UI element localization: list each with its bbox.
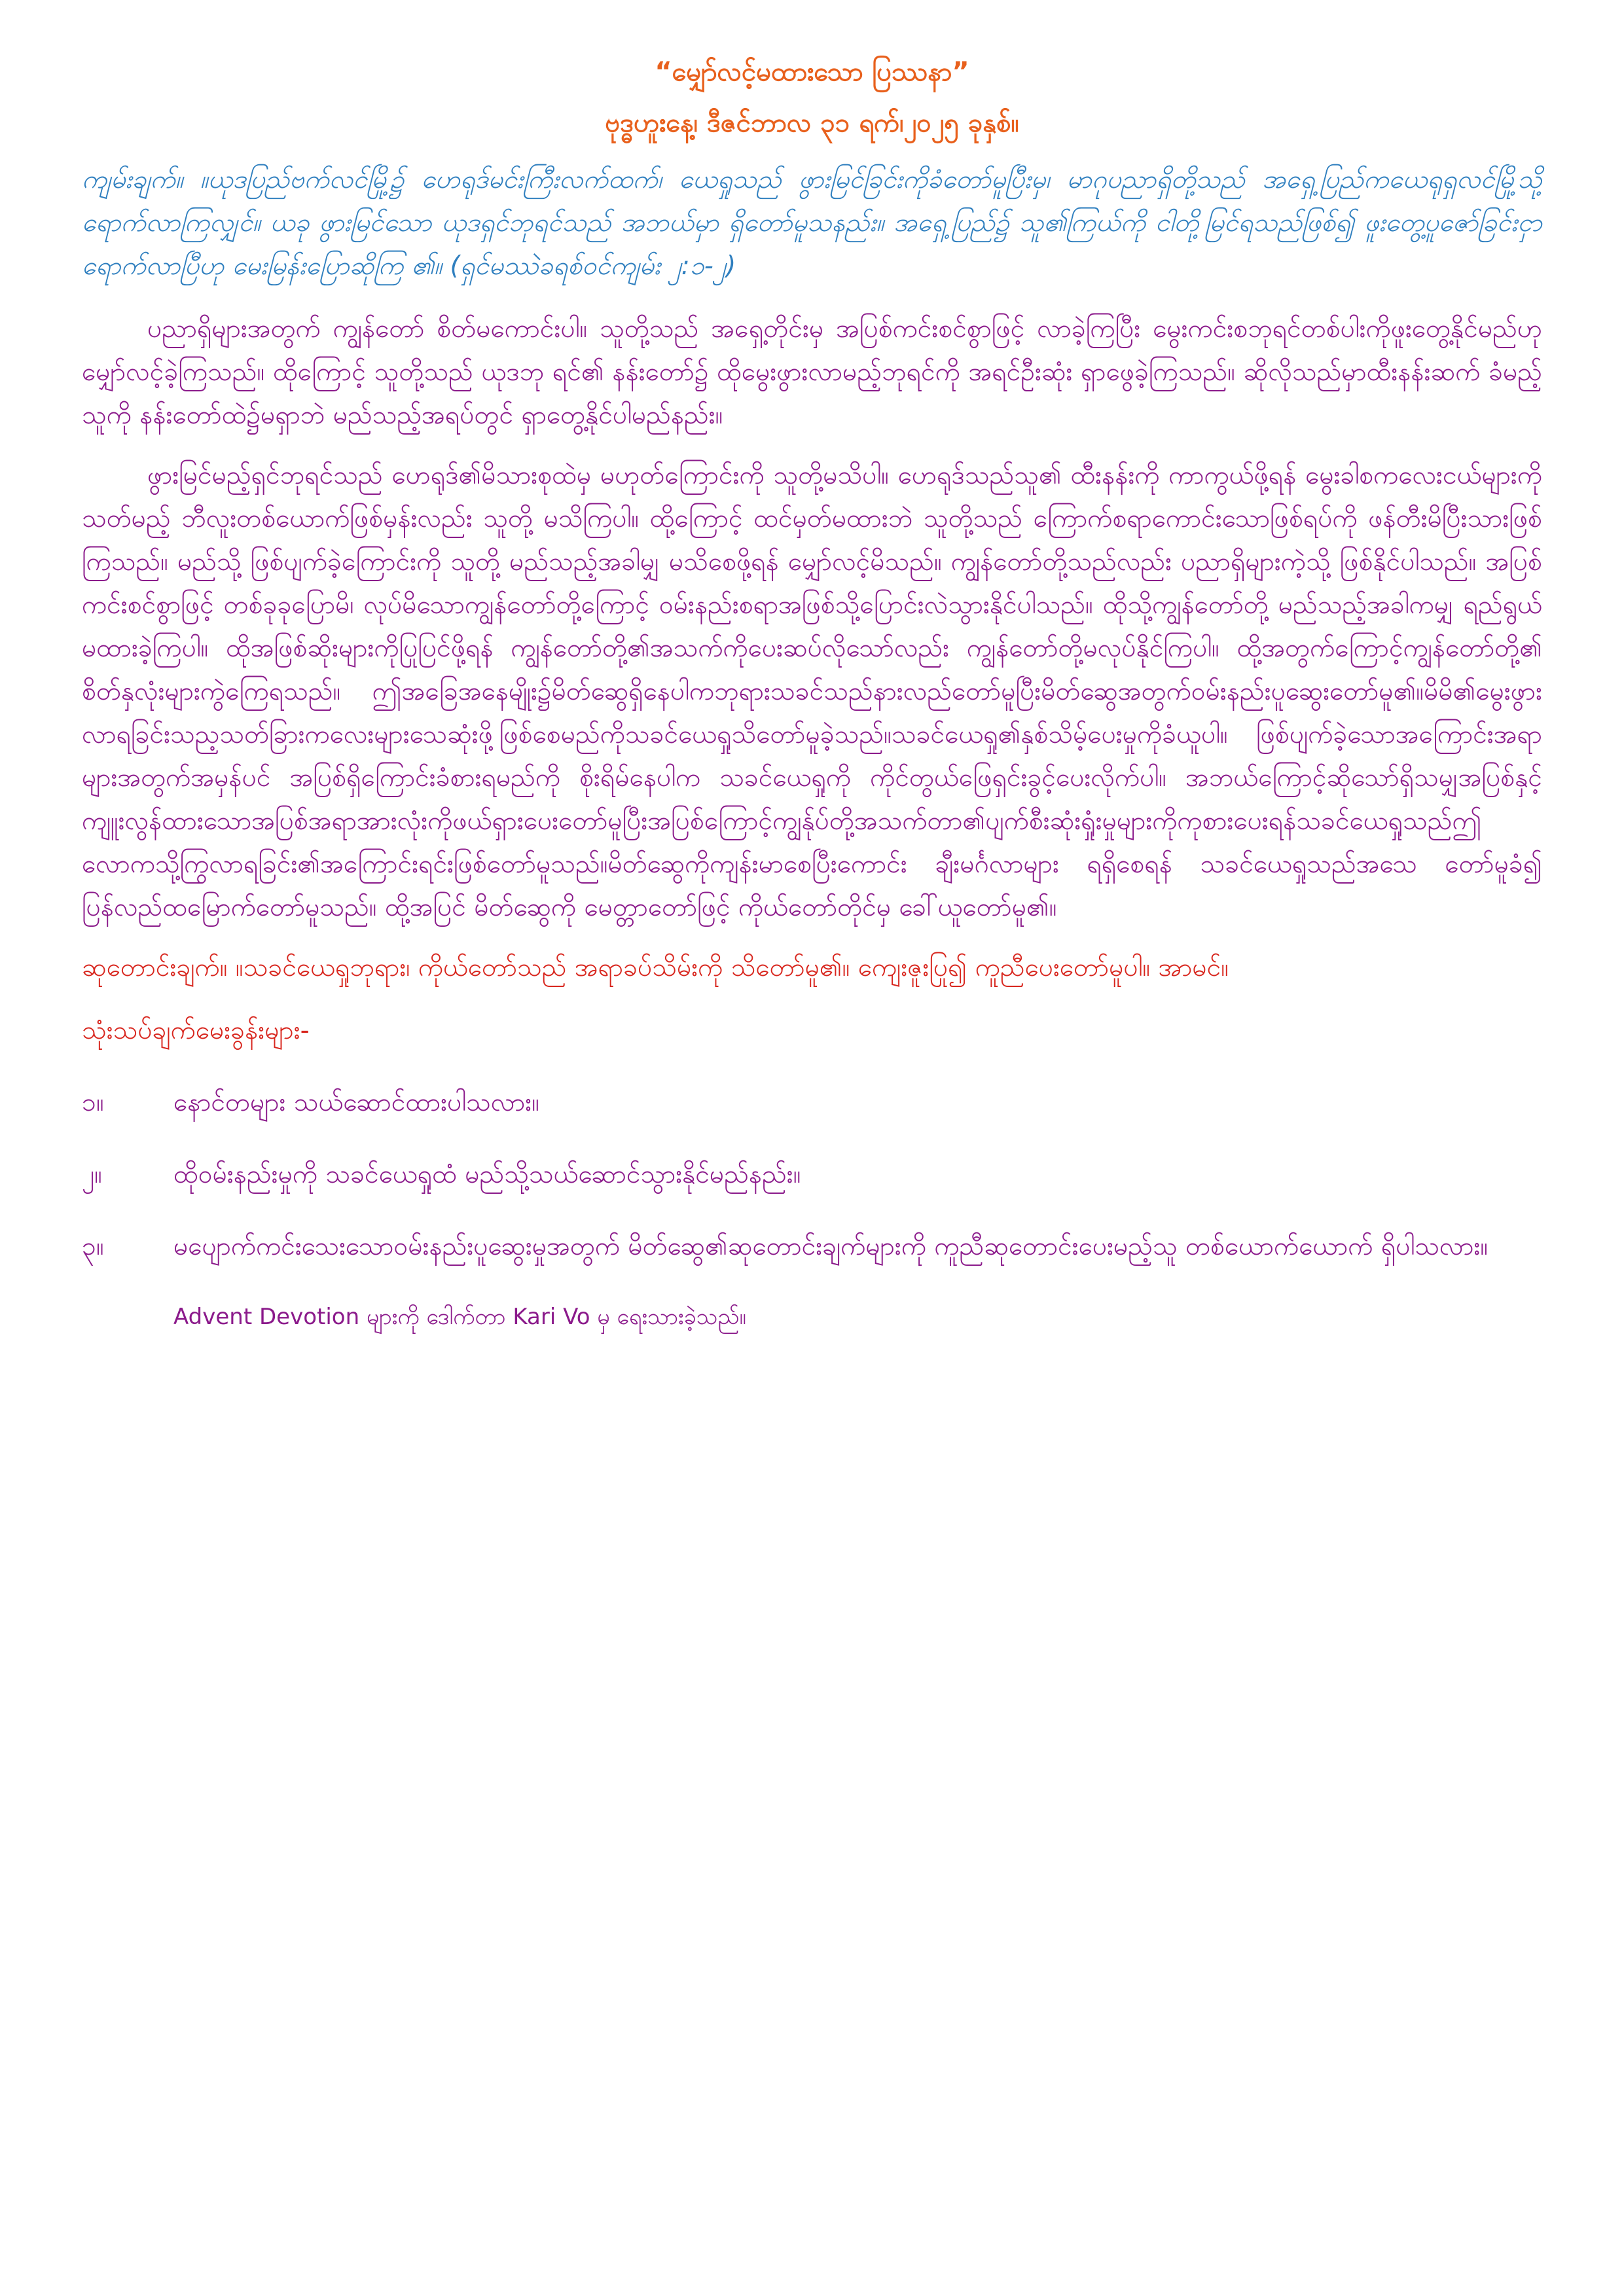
question-text: နောင်တများ သယ်ဆောင်ထားပါသလား။	[173, 1088, 540, 1117]
question-item	[82, 1153, 1542, 1196]
prayer-text: ဆုတောင်းချက်။ ။သခင်ယေရှုဘုရား၊ ကိုယ်တော်သည် အရာခပ်သိမ်းကို သိတော်မူ၏။ ကျေးဇူးပြု၍ ကူညီပေးတော်မူပါ။ အာမင်။	[82, 953, 1229, 982]
question-number: ၃။	[82, 1232, 104, 1261]
page-title: “မျှော်လင့်မထားသော ပြဿနာ”	[655, 57, 969, 87]
questions-heading: သုံးသပ်ချက်မေးခွန်းများ-	[82, 1016, 310, 1045]
question-item	[82, 1081, 1542, 1124]
body-paragraph: ပညာရှိများအတွက် ကျွန်တော် စိတ်မကောင်းပါ။ သူတို့သည် အရှေ့တိုင်းမှ အပြစ်ကင်းစင်စွာဖြင့် လာခဲ့ကြပြီး မွေးကင်းစဘုရင်တစ်ပါးကိုဖူးတွေ့နိုင်မည်ဟု မျှော်လင့်ခဲ့ကြသည်။ ထိုကြောင့် သူတို့သည် ယုဒဘု ရင်၏ နန်းတော်၌ ထိုမွေးဖွားလာမည့်ဘုရင်ကို အရင်ဦးဆုံး ရှာဖွေခဲ့ကြသည်။ ဆိုလိုသည်မှာထီးနန်းဆက် ခံမည့်သူကို နန်းတော်ထဲ၌မရှာဘဲ မည်သည့်အရပ်တွင် ရှာတွေ့နိုင်ပါမည်နည်း။	[82, 314, 1542, 430]
question-text: ထိုဝမ်းနည်းမှုကို သခင်ယေရှုထံ မည်သို့သယ်ဆောင်သွားနိုင်မည်နည်း။	[173, 1160, 801, 1189]
author-credit: Advent Devotion များကို ဒေါက်တာ Kari Vo မှ ရေးသားခဲ့သည်။	[173, 1304, 746, 1330]
question-number: ၁။	[82, 1088, 104, 1117]
devotion-page	[82, 52, 1542, 1336]
question-item	[82, 1225, 1542, 1268]
question-text: မပျောက်ကင်းသေးသောဝမ်းနည်းပူဆွေးမှုအတွက် မိတ်ဆွေ၏ဆုတောင်းချက်များကို ကူညီဆုတောင်းပေးမည့်သူ တစ်ယောက်ယောက် ရှိပါသလား။	[173, 1232, 1489, 1261]
body-paragraph: ဖွားမြင်မည့်ရှင်ဘုရင်သည် ဟေရုဒ်၏မိသားစုထဲမှ မဟုတ်ကြောင်းကို သူတို့မသိပါ။ ဟေရုဒ်သည်သူ၏ ထီးနန်းကို ကာကွယ်ဖို့ရန် မွေးခါစကလေးငယ်များကို သတ်မည့် ဘီလူးတစ်ယောက်ဖြစ်မှန်းလည်း သူတို့ မသိကြပါ။ ထို့ကြောင့် ထင်မှတ်မထားဘဲ သူတို့သည် ကြောက်စရာကောင်းသောဖြစ်ရပ်ကို ဖန်တီးမိပြီးသားဖြစ်ကြသည်။ မည်သို့ ဖြစ်ပျက်ခဲ့ကြောင်းကို သူတို့ မည်သည့်အခါမျှ မသိစေဖို့ရန် မျှော်လင့်မိသည်။ ကျွန်တော်တို့သည်လည်း ပညာရှိများကဲ့သို့ ဖြစ်နိုင်ပါသည်။ အပြစ်ကင်းစင်စွာဖြင့် တစ်ခုခုပြောမိ၊ လုပ်မိသောကျွန်တော်တို့ကြောင့် ဝမ်းနည်းစရာအဖြစ်သို့ပြောင်းလဲသွားနိုင်ပါသည်။ ထိုသို့ကျွန်တော်တို့ မည်သည့်အခါကမျှ ရည်ရွယ်မထားခဲ့ကြပါ။ ထိုအဖြစ်ဆိုးများကိုပြုပြင်ဖို့ရန် ကျွန်တော်တို့၏အသက်ကိုပေးဆပ်လိုသော်လည်း ကျွန်တော်တို့မလုပ်နိုင်ကြပါ။ ထို့အတွက်ကြောင့်ကျွန်တော်တို့၏ စိတ်နှလုံးများကွဲကြေရသည်။ ဤအခြေအနေမျိုး၌မိတ်ဆွေရှိနေပါကဘုရားသခင်သည်နားလည်တော်မူပြီးမိတ်ဆွေအတွက်ဝမ်းနည်းပူဆွေးတော်မူ၏။မိမိ၏မွေးဖွားလာရခြင်းသည့သတ်ခြားကလေးများသေဆုံးဖို့ဖြစ်စေမည်ကိုသခင်ယေရှုသိတော်မူခဲ့သည်။သခင်ယေရှု၏နှစ်သိမ့်ပေးမှုကိုခံယူပါ။ ဖြစ်ပျက်ခဲ့သောအကြောင်းအရာများအတွက်အမှန်ပင် အပြစ်ရှိကြောင်းခံစားရမည်ကို စိုးရိမ်နေပါက သခင်ယေရှုကို ကိုင်တွယ်ဖြေရှင်းခွင့်ပေးလိုက်ပါ။ အဘယ်ကြောင့်ဆိုသော်ရှိသမျှအပြစ်နှင့်ကျူးလွန်ထားသောအပြစ်အရာအားလုံးကိုဖယ်ရှားပေးတော်မူပြီးအပြစ်ကြောင့်ကျွန်ုပ်တို့အသက်တာ၏ပျက်စီးဆုံးရှုံးမှုများကိုကုစားပေးရန်သခင်ယေရှုသည်ဤလောကသို့ကြွလာရခြင်း၏အကြောင်းရင်းဖြစ်တော်မူသည်။မိတ်ဆွေကိုကျန်းမာစေပြီးကောင်း ချီးမင်္ဂလာများ ရရှိစေရန် သခင်ယေရှုသည်အသေ တော်မူခံ၍ ပြန်လည်ထမြောက်တော်မူသည်။ ထို့အပြင် မိတ်ဆွေကို မေတ္တာတော်ဖြင့် ကိုယ်တော်တိုင်မှ ခေါ်ယူတော်မူ၏။	[82, 461, 1542, 922]
scripture-verse: ကျမ်းချက်။ ။ယုဒပြည်ဗက်လင်မြို့၌ ဟေရုဒ်မင်းကြီးလက်ထက်၊ ယေရှုသည် ဖွားမြင်ခြင်းကိုခံတော်မူပြီးမှ၊ မာဂုပညာရှိတို့သည် အရှေ့ပြည်ကယေရုရှလင်မြို့သို့ ရောက်လာကြလျှင်။ ယခု ဖွားမြင်သော ယုဒရှင်ဘုရင်သည် အဘယ်မှာ ရှိတော်မူသနည်း။ အရှေ့ပြည်၌ သူ၏ကြယ်ကို ငါတို့မြင်ရသည်ဖြစ်၍ ဖူးတွေ့ပူဇော်ခြင်းငှာ ရောက်လာပြီဟု မေးမြန်းပြောဆိုကြ ၏။ (ရှင်မဿဲခရစ်ဝင်ကျမ်း ၂:၁-၂)	[82, 165, 1542, 281]
page-date: ဗုဒ္ဓဟူးနေ့၊ ဒီဇင်ဘာလ ၃၁ ရက်၊၂၀၂၅ ခုနှစ်။	[605, 108, 1019, 138]
question-number: ၂။	[82, 1160, 102, 1189]
